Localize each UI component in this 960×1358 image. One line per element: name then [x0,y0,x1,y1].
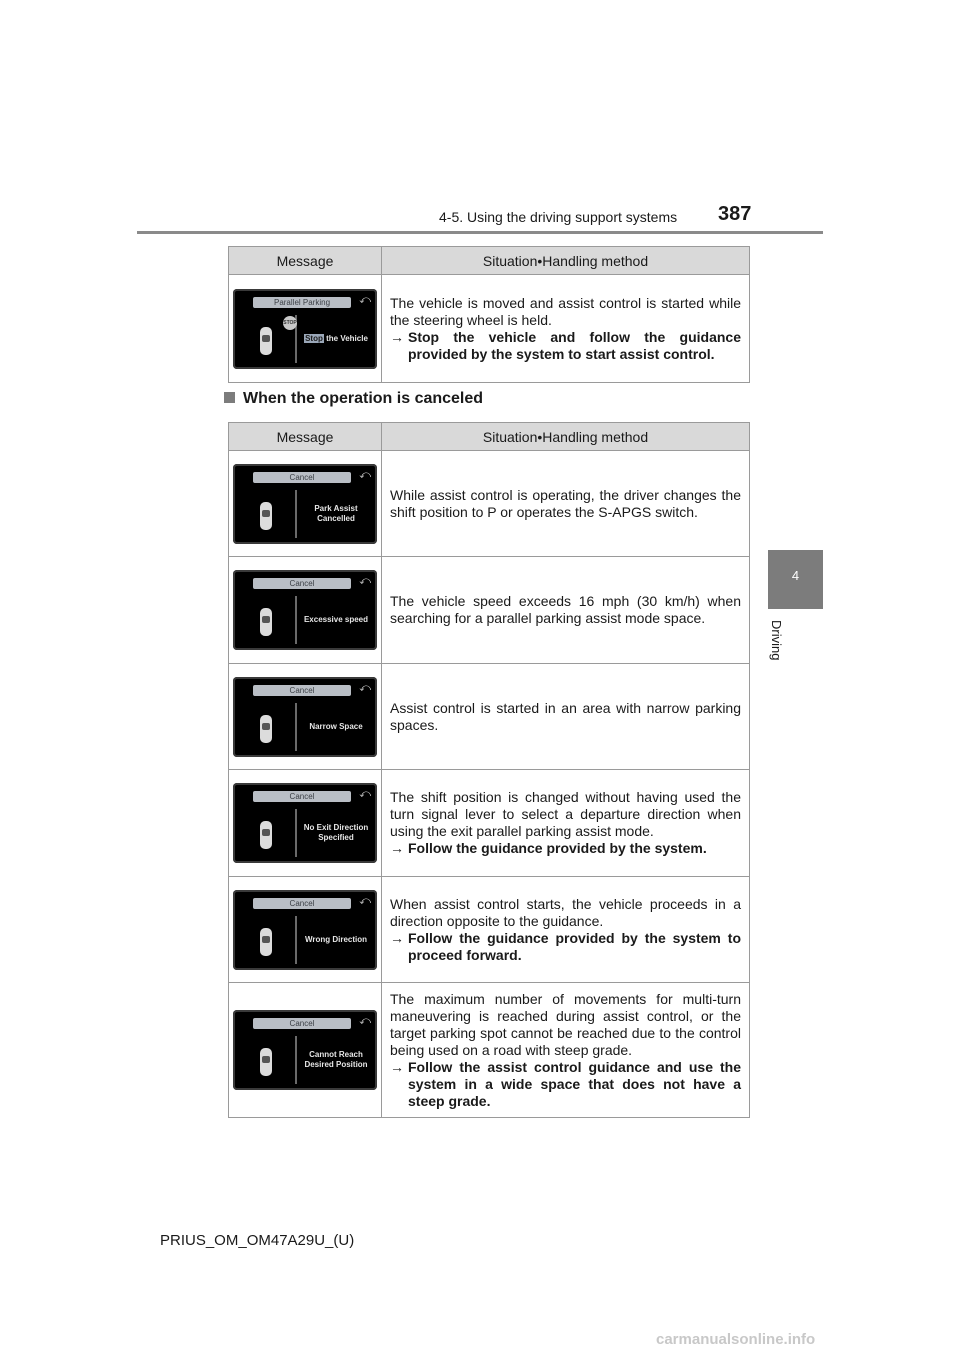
car-icon [260,928,272,956]
handling-text: Stop the vehicle and follow the guidance provided by the system to start assist control. [408,328,741,362]
table-header-row [229,247,750,275]
chapter-label: Driving [769,620,784,661]
situation-cell [382,983,750,1118]
table-row [229,557,750,664]
header-situation: Situation•Handling method [382,423,750,451]
screen-title: Cancel [253,472,351,483]
handling-text: Follow the assist control guidance and use the system in a wide space that does not have a steep grade. [408,1058,741,1109]
situation-cell [382,275,750,383]
table-row [229,877,750,983]
handling-method [390,930,741,964]
arrow-icon: → [390,1058,404,1075]
message-image-cell [229,275,382,383]
header-rule [137,231,823,234]
situation-text: The shift position is changed without having used the turn signal lever to select a departure direction when using the exit parallel parking assist mode. [390,789,741,839]
screen-message-rest: the Vehicle [323,333,368,343]
handling-method [390,840,741,857]
cancel-message-table [228,422,750,1118]
arrow-icon: → [390,840,404,856]
section-heading-text: When the operation is canceled [243,390,484,407]
screen-title: Parallel Parking [253,297,351,308]
screen-title: Cancel [253,791,351,802]
back-icon: ⤺ [359,575,371,587]
back-icon: ⤺ [359,468,371,481]
arrow-icon: → [390,328,404,345]
top-message-table [228,246,750,383]
screen-title: Cancel [253,898,351,909]
screen-highlight: Stop [305,333,323,343]
situation-cell [382,877,750,983]
screen-divider [295,916,297,964]
situation-text: The vehicle speed exceeds 16 mph (30 km/h) when searching for a parallel parking assist mode space. [390,593,741,626]
display-screen [233,783,377,863]
screen-message: Wrong Direction [304,934,368,944]
screen-title: Cancel [253,685,351,696]
chapter-number: 4 [791,568,800,583]
back-icon: ⤺ [359,293,371,306]
chapter-label-wrapper [770,620,784,680]
display-screen [233,289,377,369]
table-row [229,451,750,557]
screen-message: No Exit Direction Specified [303,823,369,842]
situation-cell [382,557,750,664]
square-bullet-icon [224,392,235,403]
display-screen [233,464,377,544]
header-situation: Situation•Handling method [382,247,750,275]
screen-divider [295,703,297,751]
screen-divider [295,809,297,857]
back-icon: ⤺ [359,681,371,694]
message-image-cell [229,557,382,664]
header-message: Message [229,247,382,275]
car-icon [260,327,272,355]
message-image-cell [229,664,382,770]
watermark: carmanualsonline.info [656,1331,816,1348]
situation-text: The vehicle is moved and assist control is started while the steering wheel is held. [390,294,741,328]
page-number: 387 [718,203,752,225]
situation-text: The maximum number of movements for multi-turn maneuvering is reached during assist control, or the target parking spot cannot be reached due to the control being used on a road with steep grade. [390,990,741,1058]
handling-method [390,329,741,363]
car-icon [260,608,272,636]
back-icon: ⤺ [359,788,371,800]
section-title: 4-5. Using the driving support systems [439,209,678,225]
situation-cell [382,770,750,877]
display-screen [233,1010,377,1090]
table-row [229,770,750,877]
screen-message: Excessive speed [303,615,369,624]
message-image-cell [229,451,382,557]
screen-message: Park Assist Cancelled [314,503,358,523]
screen-divider [295,1036,297,1084]
screen-divider [295,596,297,644]
handling-method [390,1059,741,1110]
situation-text: When assist control starts, the vehicle proceeds in a direction opposite to the guidance. [390,895,741,929]
handling-text: Follow the guidance provided by the system to proceed forward. [408,929,741,963]
stop-icon: STOP [283,316,297,330]
display-screen [233,570,377,650]
screen-message [299,319,373,359]
situation-cell [382,451,750,557]
table-row [229,275,750,383]
screen-title: Cancel [253,1018,351,1029]
display-screen [233,677,377,757]
car-icon [260,821,272,849]
table-header-row [229,423,750,451]
screen-divider [295,490,297,538]
situation-text: While assist control is operating, the driver changes the shift position to P or operates the S-APGS switch. [390,486,741,520]
document-code: PRIUS_OM_OM47A29U_(U) [160,1232,355,1249]
screen-message: Narrow Space [309,721,363,731]
car-icon [260,715,272,743]
section-heading [224,390,483,408]
handling-text: Follow the guidance provided by the system. [408,840,707,856]
table-row [229,983,750,1118]
car-icon [260,1048,272,1076]
screen-title: Cancel [253,578,351,589]
message-image-cell [229,877,382,983]
situation-cell [382,664,750,770]
message-image-cell [229,770,382,877]
arrow-icon: → [390,929,404,946]
car-icon [260,502,272,530]
situation-text: Assist control is started in an area with narrow parking spaces. [390,699,741,733]
table-row [229,664,750,770]
screen-message: Cannot Reach Desired Position [304,1050,368,1069]
display-screen [233,890,377,970]
back-icon: ⤺ [359,1015,371,1027]
message-image-cell [229,983,382,1118]
header-message: Message [229,423,382,451]
back-icon: ⤺ [359,894,371,907]
